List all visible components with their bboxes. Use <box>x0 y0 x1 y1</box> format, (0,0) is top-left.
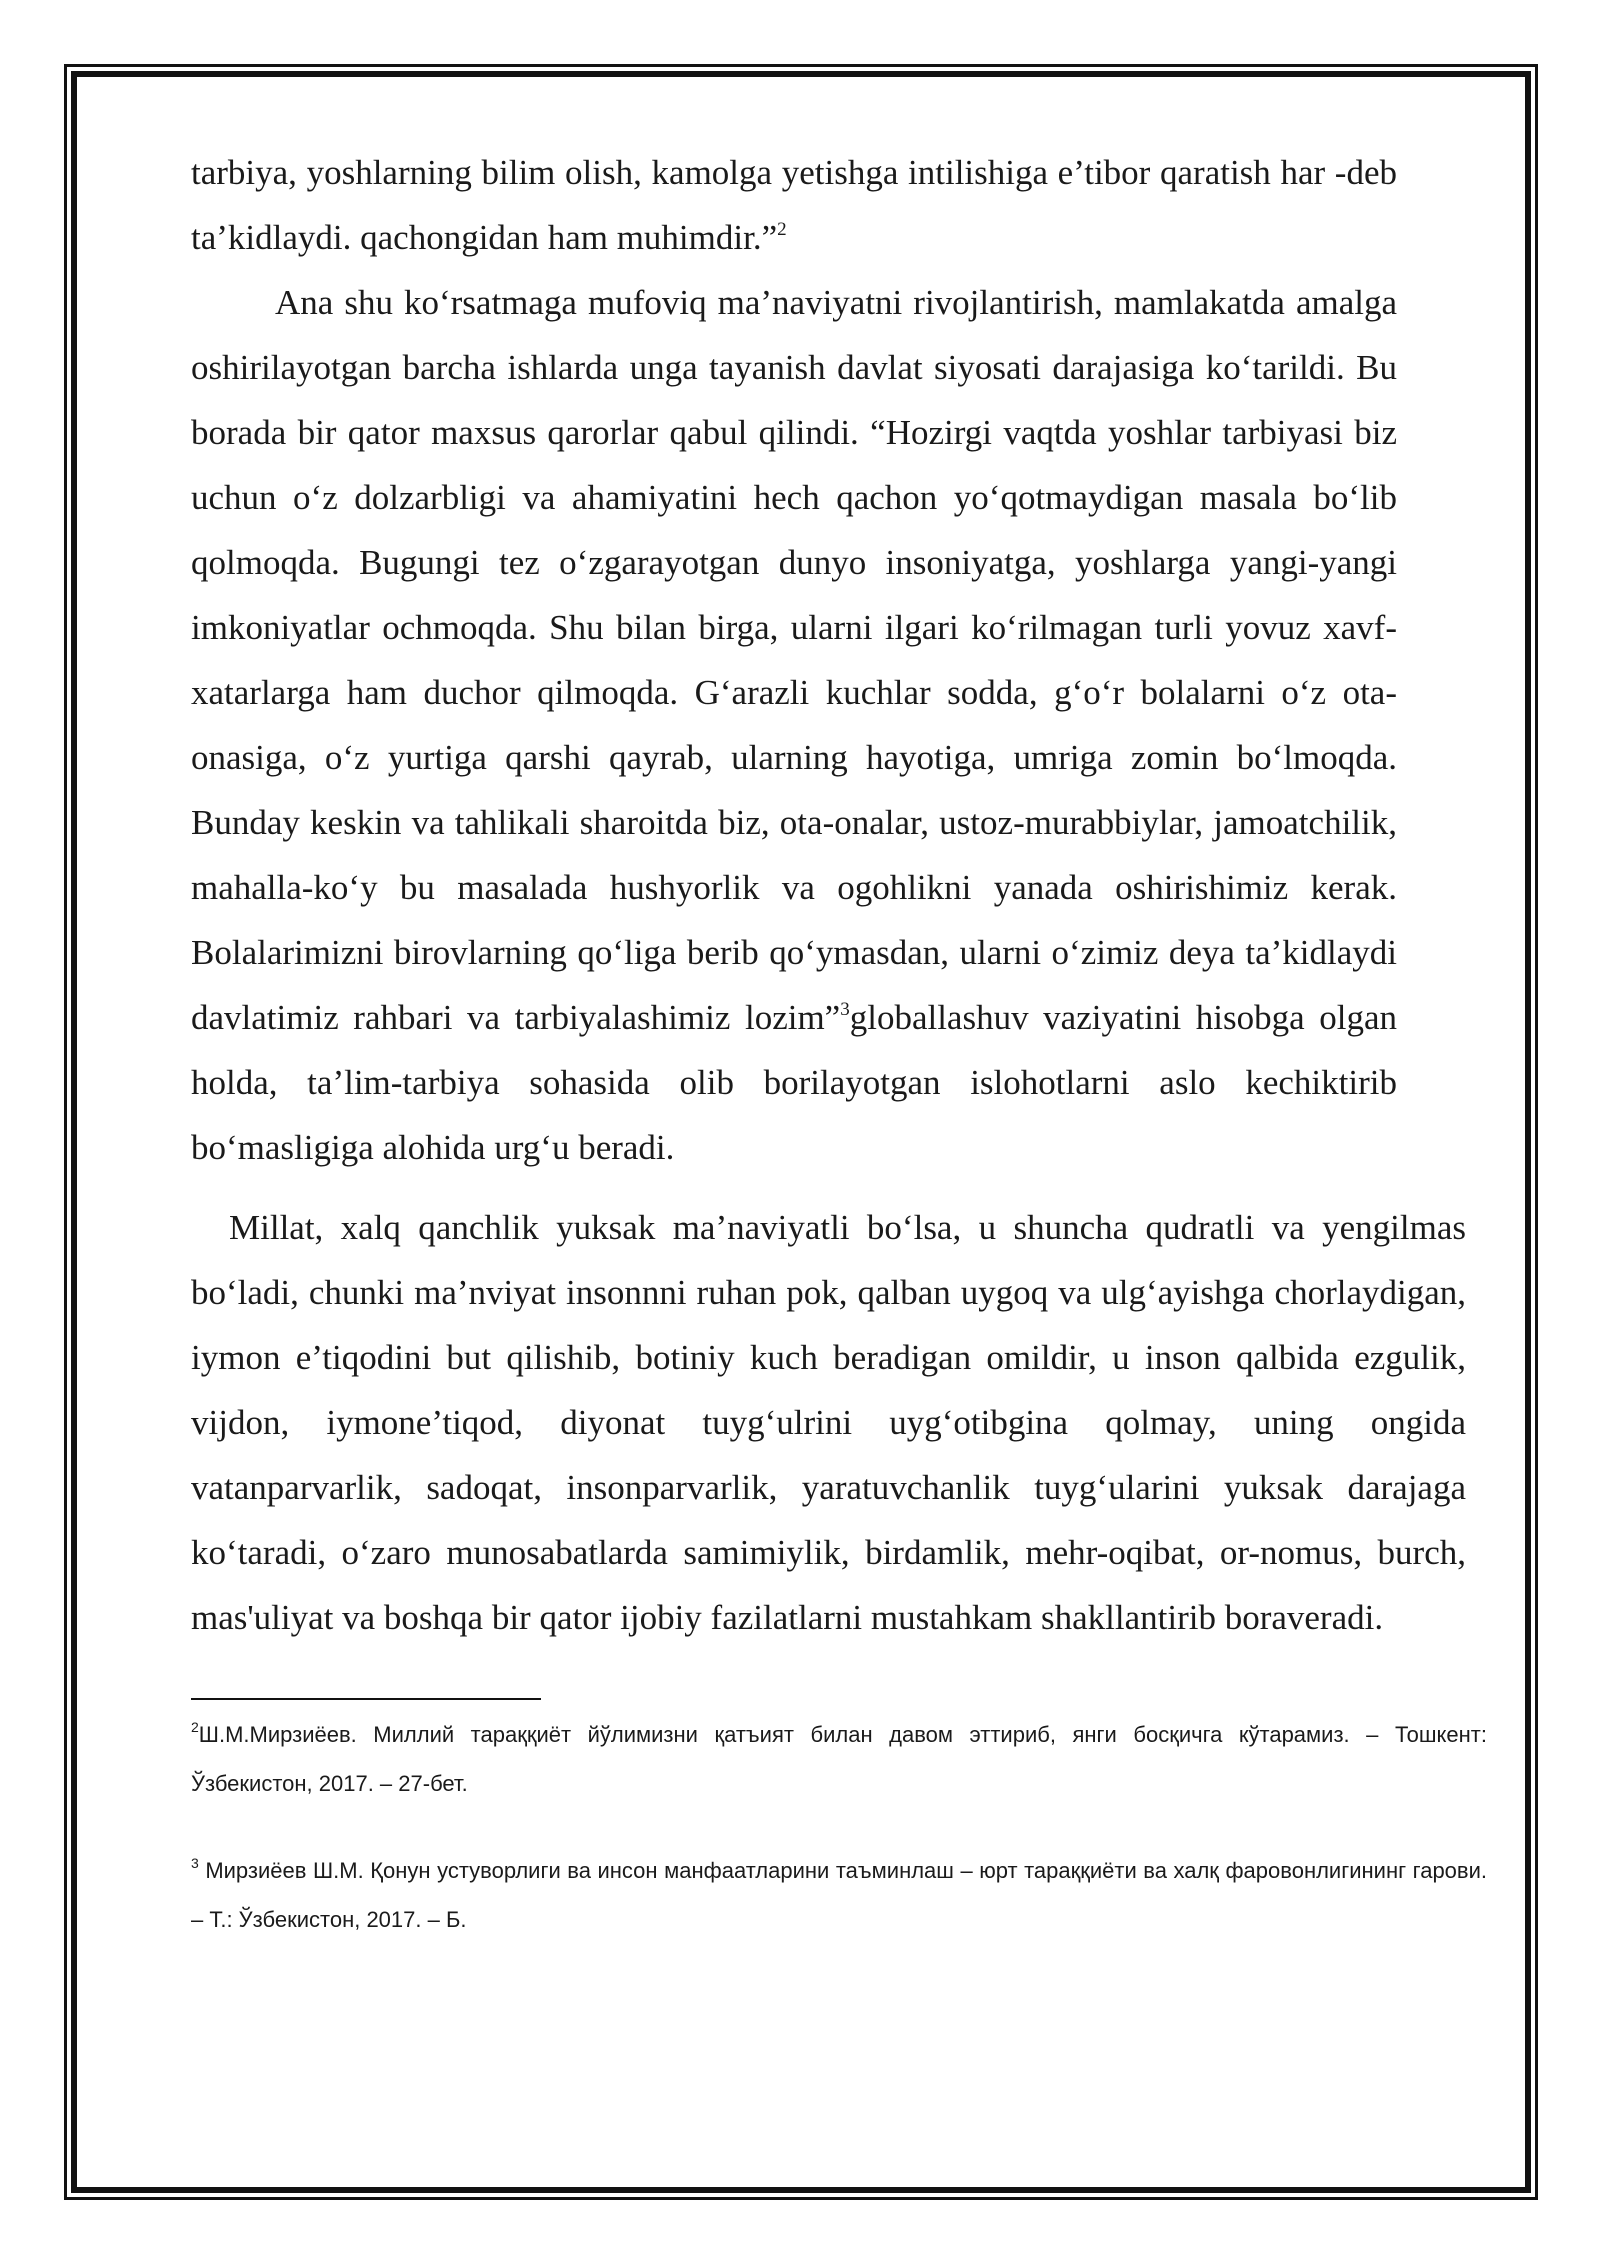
paragraph-3 <box>191 1195 1466 1650</box>
paragraph-1-text: tarbiya, yoshlarning bilim olish, kamolga yetishga intilishiga e’tibor qaratish har -deb ta’kidlaydi. qachongidan ham muhimdir.” <box>191 153 1397 257</box>
document-body <box>191 140 1487 1944</box>
paragraph-2 <box>191 270 1397 1180</box>
footnote-ref-3[interactable]: 3 <box>840 999 850 1020</box>
paragraph-2-text-b: globallashuv vaziyatini hisobga olgan holda, ta’lim-tarbiya sohasida olib borilayotgan islohotlarni aslo kechiktirib bo‘masligiga alohida urg‘u beradi. <box>191 998 1397 1167</box>
footnote-3-mark: 3 <box>191 1855 199 1871</box>
paragraph-2-text-a: Ana shu ko‘rsatmaga mufoviq ma’naviyatni rivojlantirish, mamlakatda amalga oshirilayotgan barcha ishlarda unga tayanish davlat siyosati darajasiga ko‘tarildi. Bu borada bir qator maxsus qarorlar qabul qilindi. “Hozirgi vaqtda yoshlar tarbiyasi biz uchun o‘z dolzarbligi va ahamiyatini hech qachon yo‘qotmaydigan masala bo‘lib qolmoqda. Bugungi tez o‘zgarayotgan dunyo insoniyatga, yoshlarga yangi-yangi imkoniyatlar ochmoqda. Shu bilan birga, ularni ilgari ko‘rilmagan turli yovuz xavf-xatarlarga ham duchor qilmoqda. G‘arazli kuchlar sodda, g‘o‘r bolalarni o‘z ota-onasiga, o‘z yurtiga qarshi qayrab, ularning hayotiga, umriga zomin bo‘lmoqda. Bunday keskin va tahlikali sharoitda biz, ota-onalar, ustoz-murabbiylar, jamoatchilik, mahalla-ko‘y bu masalada hushyorlik va ogohlikni yanada oshirishimiz kerak. Bolalarimizni birovlarning qo‘liga berib qo‘ymasdan, ularni o‘zimiz deya ta’kidlaydi davlatimiz rahbari va tarbiyalashimiz lozim” <box>191 283 1397 1037</box>
paragraph-1 <box>191 140 1397 270</box>
footnote-3-text: Мирзиёев Ш.М. Қонун устуворлиги ва инсон манфаатларини таъминлаш – юрт тараққиёти ва халқ фаровонлигининг гарови. – Т.: Ўзбекистон, 2017. – Б. <box>191 1858 1487 1932</box>
footnote-2-text: Ш.М.Мирзиёев. Миллий тараққиёт йўлимизни қатъият билан давом эттириб, янги босқичга кўтарамиз. – Тошкент: Ўзбекистон, 2017. – 27-бет. <box>191 1722 1487 1796</box>
footnote-ref-2[interactable]: 2 <box>777 219 787 240</box>
footnote-separator <box>191 1698 541 1700</box>
footnote-2 <box>191 1710 1487 1808</box>
footnote-2-mark: 2 <box>191 1719 199 1735</box>
footnote-3 <box>191 1846 1487 1944</box>
paragraph-3-text: Millat, xalq qanchlik yuksak ma’naviyatli bo‘lsa, u shuncha qudratli va yengilmas bo‘ladi, chunki ma’nviyat insonnni ruhan pok, qalban uygoq va ulg‘ayishga chorlaydigan, iymon e’tiqodini but qilishib, botiniy kuch beradigan omildir, u inson qalbida ezgulik, vijdon, iymone’tiqod, diyonat tuyg‘ulrini uyg‘otibgina qolmay, uning ongida vatanparvarlik, sadoqat, insonparvarlik, yaratuvchanlik tuyg‘ularini yuksak darajaga ko‘taradi, o‘zaro munosabatlarda samimiylik, birdamlik, mehr-oqibat, or-nomus, burch, mas'uliyat va boshqa bir qator ijobiy fazilatlarni mustahkam shakllantirib boraveradi. <box>191 1208 1466 1637</box>
